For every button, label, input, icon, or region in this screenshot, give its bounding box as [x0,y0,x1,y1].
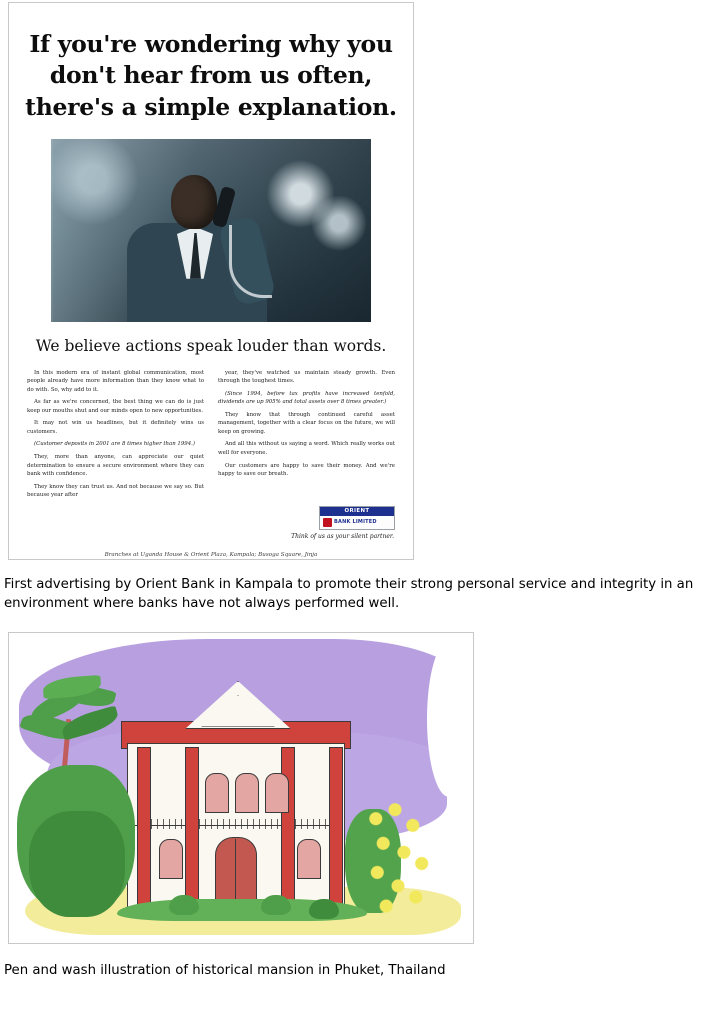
ad-logo-area [23,506,399,530]
ad-body-column-left [27,369,204,504]
foliage-left-shadow [29,811,125,917]
garden-shrub [261,895,291,915]
mansion-column [281,747,295,909]
white-paper-gap [427,641,471,797]
ad-paragraph: As far as we're concerned, the best thing we can do is just keep our mouths shut and our minds open to new opportunities. [27,399,204,414]
mansion-window [235,773,259,813]
figure-1-caption: First advertising by Orient Bank in Kampala to promote their strong personal service and integrity in an environment where banks have not always performed well. [4,577,694,611]
mansion-column [137,747,151,909]
flowering-vine [361,803,435,915]
ad-paragraph: Our customers are happy to save their money. And we're happy to save our breath. [218,462,395,478]
man-head [171,175,217,229]
mansion-column [185,747,199,909]
ad-body-copy [23,369,399,504]
ad-subheadline: We believe actions speak louder than words. [35,336,387,355]
ad-paragraph: They know that through continued careful asset management, together with a clear focus on the future, we will keep on growing. [218,411,395,435]
ad-tagline: Think of us as your silent partner. [291,532,394,540]
balcony-balustrade [127,819,343,829]
garden-shrub [169,895,199,915]
figure-illustration [8,632,474,944]
illustration-canvas [9,633,473,943]
figure-2-caption: Pen and wash illustration of historical mansion in Phuket, Thailand [4,963,446,978]
ad-body-column-right [218,369,395,504]
ad-paragraph: And all this without us saying a word. Which really works out well for everyone. [218,441,395,456]
mansion-window [205,773,229,813]
garden-shrub [309,899,339,919]
logo-mark-icon [323,518,332,527]
logo-bottom-row [320,516,394,529]
ad-branch-footer: Branches at Uganda House & Orient Plaza, Kampala; Busoga Square, Jinja [104,551,318,558]
figure-advertisement [8,2,414,560]
mansion-window [159,839,183,879]
ad-paragraph: In this modern era of instant global communication, most people already have more information than they know what to do with. So, why add to it. [27,369,204,393]
ad-paragraph: year, they've watched us maintain steady growth. Even through the toughest times. [218,369,395,385]
orient-bank-logo [319,506,395,530]
logo-bottom-text: BANK LIMITED [334,519,377,526]
ad-photograph [51,139,371,322]
ad-paragraph-statistic: (Since 1994, before tax profits have increased tenfold, dividends are up 905% and total assets over 8 times greater.) [218,390,395,406]
advertisement-content [23,17,399,558]
mansion-window [265,773,289,813]
logo-top-text: ORIENT [320,507,394,516]
ad-headline: If you're wondering why you don't hear from us often, there's a simple explanation. [25,30,397,121]
ad-paragraph: They, more than anyone, can appreciate our quiet determination to ensure a secure environment where they can bank with confidence. [27,454,204,478]
ad-paragraph: They know they can trust us. And not because we say so. But because year after [27,483,204,499]
ad-paragraph-statistic: (Customer deposits in 2001 are 8 times higher than 1994.) [34,441,195,448]
mansion-window [297,839,321,879]
mansion-column [329,747,343,909]
ad-paragraph: It may not win us headlines, but it definitely wins us customers. [27,420,204,435]
